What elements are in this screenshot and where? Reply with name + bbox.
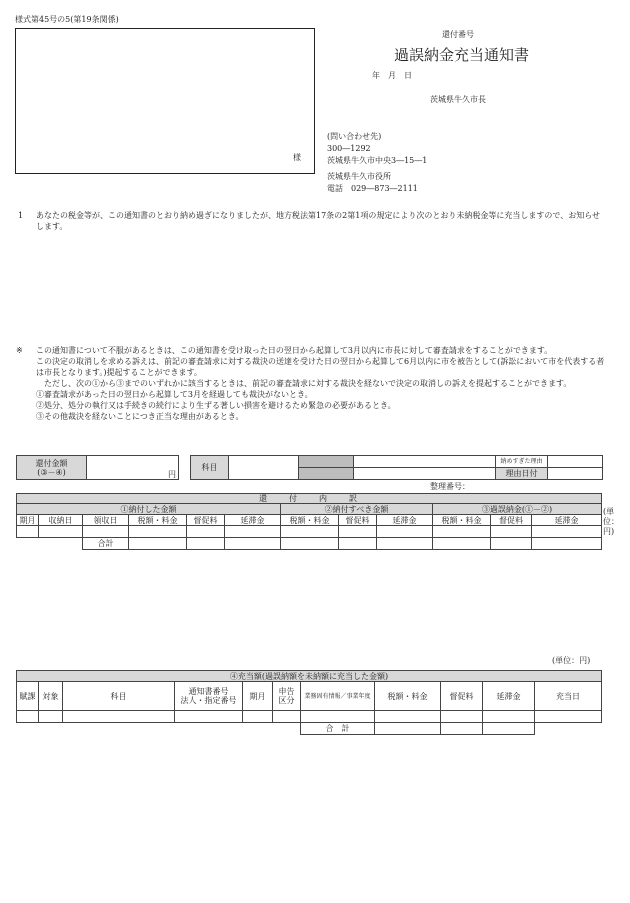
allocation-title: ④充当額(過誤納額を未納額に充当した金額) (17, 671, 602, 682)
reason-date-label: 理由日付 (496, 468, 548, 480)
col-header: 税額・料金 (281, 515, 339, 526)
col-header: 督促料 (187, 515, 225, 526)
col-header: 延滞金 (532, 515, 602, 526)
contact-office: 茨城県牛久市役所 (327, 172, 391, 181)
col-tsuchi: 通知書番号 法人・指定番号 (175, 682, 243, 711)
item-value (229, 456, 299, 480)
group-overpaid: ③過誤納金(①－②) (433, 504, 602, 515)
appeal-block (36, 345, 612, 422)
date-label: 年 月 日 (372, 71, 412, 80)
table-row (17, 526, 602, 538)
addressee-suffix: 様 (293, 153, 301, 162)
issuer: 茨城県牛久市長 (430, 95, 486, 104)
appeal-p1: この通知書について不服があるときは、この通知書を受け取った日の翌日から起算して3月以内に市長に対して審査請求をすることができます。 (36, 346, 553, 355)
contact-tel: 電話 029―873―2111 (327, 184, 418, 193)
address-box (15, 28, 315, 174)
col-header: 延滞金 (225, 515, 281, 526)
allocation-total-label: 合 計 (301, 723, 375, 735)
breakdown-title: 還 付 内 訳 (17, 494, 602, 504)
item-label: 科目 (191, 456, 229, 480)
col-tokusoku: 督促料 (441, 682, 483, 711)
col-shinkoku: 申告 区分 (273, 682, 301, 711)
overpaid-reason-label: 納めすぎた理由 (496, 456, 548, 468)
col-header: 税額・料金 (433, 515, 491, 526)
total-label: 合計 (83, 538, 129, 550)
appeal-p3: ただし、次の①から③までのいずれかに該当するときは、前記の審査請求に対する裁決を経ないで決定の取消しの訴えを提起することができます。 (44, 379, 572, 388)
refund-amount-label: 還付金額 (③－④) (17, 456, 87, 480)
table-row (17, 711, 602, 723)
document-title: 過誤納金充当通知書 (394, 46, 530, 64)
yen-label: 円 (168, 470, 176, 479)
appeal-i1: ①審査請求があった日の翌日から起算して3月を経過しても裁決がないとき。 (36, 390, 313, 399)
allocation-unit: (単位：円) (552, 656, 591, 665)
refund-number-label: 還付番号 (442, 30, 474, 39)
contact-address: 茨城県牛久市中央3―15―1 (327, 156, 428, 165)
col-header: 延滞金 (377, 515, 433, 526)
appeal-mark: ※ (16, 346, 23, 355)
col-zeigaku: 税額・料金 (375, 682, 441, 711)
col-header: 領収日 (83, 515, 129, 526)
col-fuka: 賦課 (17, 682, 39, 711)
notice-number: 1 (18, 211, 24, 220)
col-kigetsu: 期月 (243, 682, 273, 711)
contact-block (327, 131, 427, 195)
col-taisho: 対象 (39, 682, 63, 711)
col-entai: 延滞金 (483, 682, 535, 711)
form-id: 様式第45号の5(第19条関係) (15, 15, 119, 24)
col-kamoku: 科目 (63, 682, 175, 711)
appeal-p2: この決定の取消しを求める訴えは、前記の審査請求に対する裁決の送達を受けた日の翌日から起算して6月以内に市を被告として(訴訟において市を代表する者は市長となります。)提起することができます。 (36, 357, 605, 377)
group-paid: ①納付した金額 (17, 504, 281, 515)
col-header: 督促料 (491, 515, 532, 526)
contact-heading: (問い合わせ先) (327, 132, 382, 141)
summary-table (16, 455, 603, 480)
col-header: 期月 (17, 515, 39, 526)
total-row (17, 723, 602, 735)
col-juto: 充当日 (535, 682, 602, 711)
appeal-i2: ②処分、処分の執行又は手続きの続行により生ずる著しい損害を避けるため緊急の必要があるとき。 (36, 401, 396, 410)
appeal-i3: ③その他裁決を経ないことにつき正当な理由があるとき。 (36, 412, 244, 421)
total-row (17, 538, 602, 550)
col-header: 税額・料金 (129, 515, 187, 526)
group-due: ②納付すべき金額 (281, 504, 433, 515)
contact-postal: 300―1292 (327, 144, 371, 153)
col-header: 収納日 (39, 515, 83, 526)
refund-amount-value (87, 456, 179, 480)
col-gyomu: 業務固有情報／事業年度 (301, 682, 375, 711)
col-header: 督促料 (339, 515, 377, 526)
allocation-table (16, 670, 602, 735)
breakdown-table (16, 493, 602, 550)
breakdown-unit: (単位：円) (603, 507, 619, 536)
seiri-number-label: 整理番号： (430, 482, 470, 491)
notice-text: あなたの税金等が、この通知書のとおり納め過ぎになりましたが、地方税法第17条の2第1項の規定により次のとおり未納税金等に充当しますので、お知らせします。 (36, 211, 600, 231)
